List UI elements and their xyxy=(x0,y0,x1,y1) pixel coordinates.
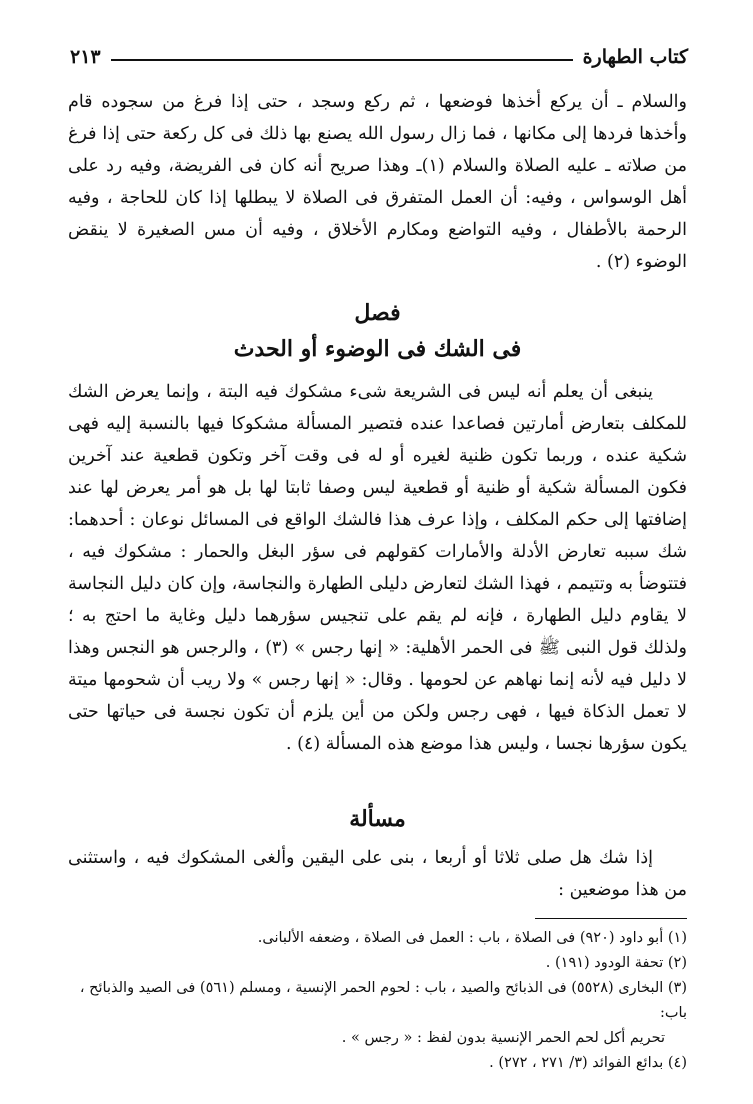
masala-heading: مسألة xyxy=(349,806,406,832)
footnote-1: (١) أبو داود (٩٢٠) فى الصلاة ، باب : العمل فى الصلاة ، وضعفه الألبانى. xyxy=(257,930,687,946)
footnote-3: (٣) البخارى (٥٥٢٨) فى الذبائح والصيد ، باب : لحوم الحمر الإنسية ، ومسلم (٥٦١) فى الصيد والذبائح ، باب: xyxy=(79,980,687,1021)
section-subheading: فى الشك فى الوضوء أو الحدث xyxy=(233,336,522,362)
footnote-2: (٢) تحفة الودود (١٩١) . xyxy=(545,955,687,971)
footnote-3-continuation: تحريم أكل لحم الحمر الإنسية بدون لفظ : « رجس » . xyxy=(341,1030,665,1046)
page-number: ٢١٣ xyxy=(70,46,101,68)
masala-body-text: إذا شك هل صلى ثلاثا أو أربعا ، بنى على اليقين وألغى المشكوك فيه ، واستثنى من هذا موضعين : xyxy=(68,848,687,900)
header-rule xyxy=(111,59,573,61)
masala-body xyxy=(68,842,687,906)
footnotes xyxy=(68,926,687,1076)
chapter-title: كتاب الطهارة xyxy=(582,46,688,68)
top-paragraph-text: والسلام ـ أن يركع أخذها فوضعها ، ثم ركع وسجد ، حتى إذا فرغ من سجوده قام وأخذها فردها إلى مكانها ، فما زال رسول الله يصنع بها ذلك فى كل ركعة حتى إذا فرغ من صلاته ـ عليه الصلاة والسلام (١)ـ وهذا صريح أنه كان فى الفريضة، وفيه رد على أهل الوسواس ، وفيه: أن العمل المتفرق فى الصلاة لا يبطلها إذا كان للحاجة ، وفيه الرحمة بالأطفال ، وفيه التواضع ومكارم الأخلاق ، وفيه أن مس الصغيرة لا ينقض الوضوء (٢) . xyxy=(68,92,687,272)
section-heading: فصل xyxy=(354,300,401,326)
top-paragraph xyxy=(68,86,687,278)
section-body xyxy=(68,376,687,760)
running-header xyxy=(70,42,688,72)
footnote-divider xyxy=(535,918,687,919)
footnote-4: (٤) بدائع الفوائد (٣/ ٢٧١ ، ٢٧٢) . xyxy=(489,1055,687,1071)
section-body-text: ينبغى أن يعلم أنه ليس فى الشريعة شىء مشكوك فيه البتة ، وإنما يعرض الشك للمكلف بتعارض أمارتين فصاعدا عنده فتصير المسألة مشكوكا فيها بالنسبة إليه فهى شكية عنده ، وربما تكون ظنية لغيره أو له فى وقت آخر وتكون قطعية عند آخرين فكون المسألة شكية أو ظنية أو قطعية ليس وصفا ثابتا لها بل هو أمر يعرض لها عند إضافتها إلى حكم المكلف ، وإذا عرف هذا فالشك الواقع فى المسائل نوعان : أحدهما: شك سببه تعارض الأدلة والأمارات كقولهم فى سؤر البغل والحمار : مشكوك فيه ، فتتوضأ به وتتيمم ، فهذا الشك لتعارض دليلى الطهارة والنجاسة، وإن كان دليل النجاسة لا يقاوم دليل الطهارة ، فإنه لم يقم على تنجيس سؤرهما دليل وغاية ما احتج به ؛ ولذلك قول النبى ﷺ فى الحمر الأهلية: « إنها رجس » (٣) ، والرجس هو النجس وهذا لا دليل فيه لأنه إنما نهاهم عن لحومها . وقال: « إنها رجس » ولا ريب أن شحومها ميتة لا تعمل الذكاة فيها ، فهى رجس ولكن من أين يلزم أن تكون نجسة فى حياتها حتى يكون سؤرها نجسا ، وليس هذا موضع هذه المسألة (٤) . xyxy=(68,382,687,754)
